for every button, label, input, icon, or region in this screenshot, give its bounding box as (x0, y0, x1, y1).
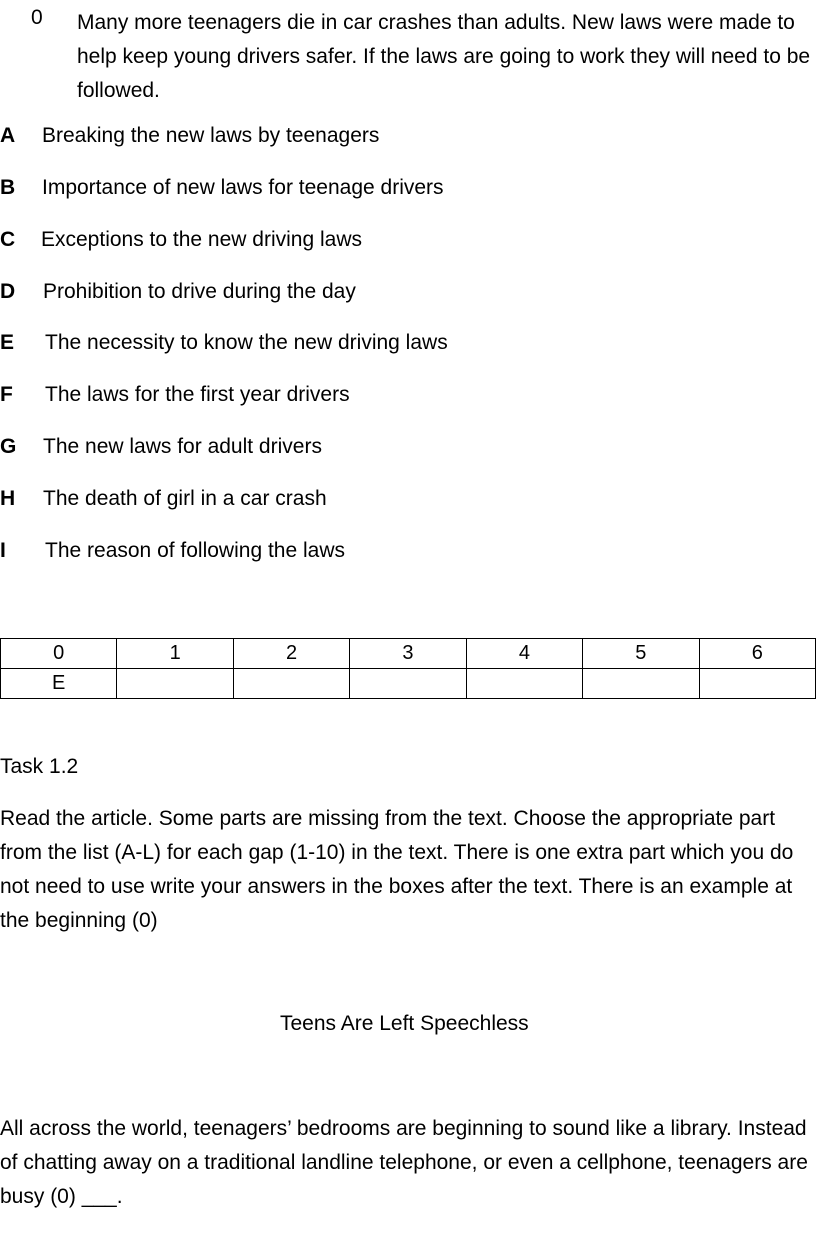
option-text: The reason of following the laws (45, 539, 345, 562)
option-letter: E (0, 331, 15, 354)
answer-header-cell: 2 (233, 639, 349, 669)
answer-table-header-row (1, 639, 816, 669)
option-letter: A (0, 124, 16, 147)
answer-cell[interactable] (466, 669, 582, 699)
answer-header-cell: 1 (117, 639, 233, 669)
article-title: Teens Are Left Speechless (280, 1012, 529, 1035)
task-title: Task 1.2 (0, 755, 79, 778)
option-letter: F (0, 383, 13, 406)
option-letter: I (0, 539, 6, 562)
answer-cell[interactable]: E (1, 669, 117, 699)
answer-table-answer-row (1, 669, 816, 699)
option-letter: C (0, 228, 16, 251)
option-text: The death of girl in a car crash (43, 487, 327, 510)
answer-cell[interactable] (583, 669, 699, 699)
answer-cell[interactable] (699, 669, 815, 699)
answer-cell[interactable] (233, 669, 349, 699)
option-text: Prohibition to drive during the day (43, 280, 356, 303)
option-letter: H (0, 487, 16, 510)
option-text: Breaking the new laws by teenagers (42, 124, 380, 147)
option-text: Importance of new laws for teenage drivers (42, 176, 444, 199)
answer-cell[interactable] (117, 669, 233, 699)
option-text: The necessity to know the new driving laws (45, 331, 448, 354)
example-text: Many more teenagers die in car crashes than adults. New laws were made to help keep young drivers safer. If the laws are going to work they will need to be followed. (77, 11, 811, 102)
answer-header-cell: 3 (350, 639, 466, 669)
option-text: The laws for the first year drivers (45, 383, 350, 406)
task-instructions: Read the article. Some parts are missing from the text. Choose the appropriate part from the list (A-L) for each gap (1-10) in the text. There is one extra part which you do not need to use write your answers in the boxes after the text. There is an example at the beginning (0) (0, 807, 794, 932)
option-letter: D (0, 280, 16, 303)
example-number: 0 (31, 6, 43, 29)
answer-cell[interactable] (350, 669, 466, 699)
option-text: The new laws for adult drivers (43, 435, 322, 458)
answer-header-cell: 5 (583, 639, 699, 669)
option-text: Exceptions to the new driving laws (41, 228, 362, 251)
article-paragraph: All across the world, teenagers’ bedrooms are beginning to sound like a library. Instead of chatting away on a traditional landline telephone, or even a cellphone, teenagers are busy (0) ___. (0, 1117, 808, 1208)
option-letter: B (0, 176, 16, 199)
answer-table (0, 638, 816, 699)
answer-header-cell: 4 (466, 639, 582, 669)
answer-header-cell: 6 (699, 639, 815, 669)
option-letter: G (0, 435, 17, 458)
answer-header-cell: 0 (1, 639, 117, 669)
